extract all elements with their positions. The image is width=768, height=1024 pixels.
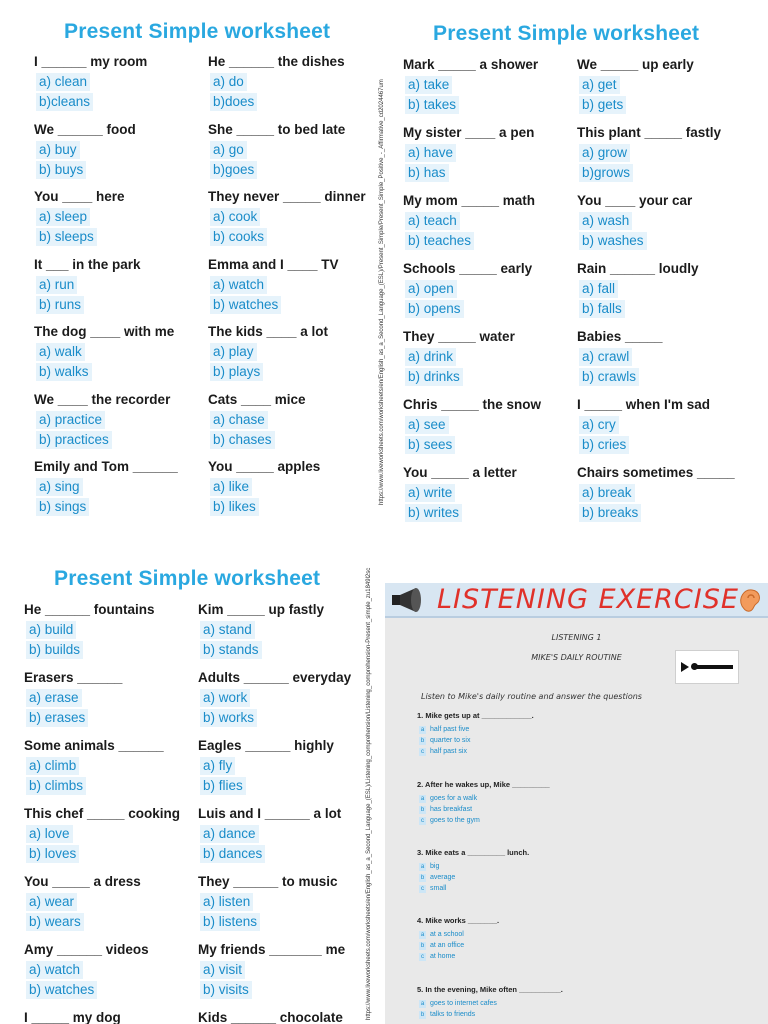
answer-option-a[interactable]: a) dance bbox=[200, 825, 259, 843]
audio-progress-knob[interactable] bbox=[691, 663, 698, 670]
answer-option-a[interactable]: a) teach bbox=[405, 212, 460, 230]
question-item bbox=[24, 669, 196, 728]
answer-option-a[interactable]: a) love bbox=[26, 825, 73, 843]
question-text: I _____ when I'm sad bbox=[577, 397, 711, 412]
question-item bbox=[208, 391, 376, 450]
answer-option-a[interactable]: a) go bbox=[210, 141, 247, 159]
option-text: big bbox=[430, 863, 440, 870]
question-text: The dog ____ with me bbox=[34, 324, 175, 339]
answer-option-a[interactable]: a) grow bbox=[579, 144, 630, 162]
answer-option-a[interactable]: a) take bbox=[405, 76, 452, 94]
question-text: She _____ to bed late bbox=[208, 121, 346, 137]
answer-option-b[interactable]: b) walks bbox=[36, 363, 92, 381]
question-item bbox=[208, 458, 376, 517]
answer-option-b[interactable]: b) gets bbox=[579, 96, 626, 114]
question-item bbox=[577, 464, 749, 523]
answer-option-a[interactable]: a) clean bbox=[36, 73, 90, 91]
question-text: Schools _____ early bbox=[403, 261, 533, 276]
answer-option-a[interactable]: a) stand bbox=[200, 621, 255, 639]
answer-option-b[interactable]: b) breaks bbox=[579, 504, 641, 522]
question-item bbox=[403, 464, 575, 523]
speaker-icon bbox=[390, 587, 426, 613]
option-letter: a bbox=[420, 796, 425, 802]
source-url-vertical: https://www.liveworksheets.com/worksheets/en/English_as_a_Second_Language_(ESL)/Present_Simple/Present_Simple_Positive_-_Affirmative_cd2024467um bbox=[379, 79, 385, 505]
question-item bbox=[403, 56, 575, 115]
question-item bbox=[577, 192, 749, 251]
answer-option-b[interactable]: b) runs bbox=[36, 296, 84, 314]
question-text: Kim _____ up fastly bbox=[198, 602, 325, 617]
answer-option-a[interactable]: a) cook bbox=[210, 208, 260, 226]
listening-question bbox=[417, 779, 747, 826]
question-item bbox=[24, 873, 196, 932]
question-text: Emma and I ____ TV bbox=[208, 256, 339, 272]
option-letter: b bbox=[420, 807, 425, 813]
listening-option-b[interactable] bbox=[417, 804, 747, 815]
answer-option-a[interactable]: a) sleep bbox=[36, 208, 90, 226]
question-text: I ______ my room bbox=[34, 54, 148, 69]
question-item bbox=[198, 941, 370, 1000]
worksheet-panel-2 bbox=[392, 0, 768, 525]
option-letter: c bbox=[421, 886, 424, 892]
listening-panel bbox=[385, 583, 768, 1024]
option-letter: c bbox=[421, 954, 424, 960]
answer-option-b[interactable]: b) stands bbox=[200, 641, 262, 659]
option-text: small bbox=[430, 885, 447, 892]
question-item bbox=[198, 873, 370, 932]
answer-option-a[interactable]: a) wear bbox=[26, 893, 77, 911]
answer-option-b[interactable]: b) wears bbox=[26, 913, 84, 931]
question-text: Eagles ______ highly bbox=[198, 738, 334, 753]
answer-option-a[interactable]: a) sing bbox=[36, 478, 83, 496]
listening-option-b[interactable] bbox=[417, 872, 747, 883]
worksheet-title: Present Simple worksheet bbox=[433, 22, 700, 45]
option-text: at home bbox=[430, 953, 456, 960]
answer-option-a[interactable]: a) climb bbox=[26, 757, 79, 775]
question-item bbox=[24, 1009, 196, 1024]
question-item bbox=[208, 256, 376, 315]
answer-option-b[interactable]: b) teaches bbox=[405, 232, 474, 250]
question-text: It ___ in the park bbox=[34, 256, 141, 272]
question-text: Luis and I ______ a lot bbox=[198, 806, 342, 821]
question-text: He ______ fountains bbox=[24, 602, 155, 617]
question-text: This plant _____ fastly bbox=[577, 125, 722, 140]
answer-option-b[interactable]: b)cleans bbox=[36, 93, 93, 111]
question-item bbox=[34, 391, 206, 450]
question-text: My friends _______ me bbox=[198, 942, 346, 957]
option-letter: a bbox=[420, 932, 425, 938]
answer-option-b[interactable]: b) buys bbox=[36, 161, 86, 179]
question-item bbox=[24, 737, 196, 796]
answer-option-b[interactable]: b) falls bbox=[579, 300, 625, 318]
question-item bbox=[34, 53, 206, 112]
option-letter: c bbox=[421, 818, 424, 824]
option-letter: a bbox=[420, 727, 425, 733]
question-text: I _____ my dog bbox=[24, 1010, 121, 1024]
listening-option-a[interactable] bbox=[417, 861, 747, 872]
answer-option-b[interactable]: b) builds bbox=[26, 641, 83, 659]
answer-option-a[interactable]: a) build bbox=[26, 621, 76, 639]
answer-option-a[interactable]: a) drink bbox=[405, 348, 456, 366]
question-item bbox=[403, 328, 575, 387]
question-text: Amy ______ videos bbox=[24, 942, 149, 957]
answer-option-b[interactable]: b) sleeps bbox=[36, 228, 97, 246]
listening-question bbox=[417, 847, 747, 894]
listening-question bbox=[417, 915, 747, 962]
question-item bbox=[24, 601, 196, 660]
question-text: You ____ here bbox=[34, 189, 125, 204]
listening-title: LISTENING EXERCISE bbox=[437, 584, 739, 615]
question-text: Some animals ______ bbox=[24, 738, 164, 753]
question-text: You ____ your car bbox=[577, 193, 693, 208]
question-text: My mom _____ math bbox=[403, 193, 536, 208]
answer-option-b[interactable]: b) cooks bbox=[210, 228, 267, 246]
question-item bbox=[403, 192, 575, 251]
listening-question bbox=[417, 710, 747, 757]
listening-question-text: 2. After he wakes up, Mike _________ bbox=[417, 780, 550, 789]
question-item bbox=[198, 805, 370, 864]
listening-subtitle: LISTENING 1 bbox=[551, 633, 602, 642]
question-text: Chris _____ the snow bbox=[403, 397, 542, 412]
option-text: goes for a walk bbox=[430, 795, 478, 802]
question-item bbox=[208, 121, 376, 180]
answer-option-a[interactable]: a) get bbox=[579, 76, 620, 94]
listening-instructions: Listen to Mike's daily routine and answer the questions bbox=[421, 692, 642, 701]
answer-option-b[interactable]: b) dances bbox=[200, 845, 265, 863]
listening-banner bbox=[385, 583, 768, 618]
question-item bbox=[34, 121, 206, 180]
answer-option-b[interactable]: b) climbs bbox=[26, 777, 86, 795]
option-letter: a bbox=[420, 1001, 425, 1007]
answer-option-b[interactable]: b) listens bbox=[200, 913, 260, 931]
listening-heading: MIKE'S DAILY ROUTINE bbox=[531, 653, 622, 662]
answer-option-a[interactable]: a) cry bbox=[579, 416, 619, 434]
answer-option-b[interactable]: b) crawls bbox=[579, 368, 639, 386]
answer-option-a[interactable]: a) work bbox=[200, 689, 250, 707]
answer-option-b[interactable]: b)grows bbox=[579, 164, 633, 182]
answer-option-b[interactable]: b) watches bbox=[210, 296, 281, 314]
question-text: They _____ water bbox=[403, 329, 515, 344]
question-text: My sister ____ a pen bbox=[403, 125, 535, 140]
question-text: Mark _____ a shower bbox=[403, 57, 539, 72]
option-text: at an office bbox=[430, 942, 465, 949]
answer-option-a[interactable]: a) watch bbox=[26, 961, 83, 979]
option-letter: c bbox=[421, 749, 424, 755]
question-item bbox=[34, 458, 206, 517]
answer-option-b[interactable]: b) opens bbox=[405, 300, 464, 318]
answer-option-b[interactable]: b) practices bbox=[36, 431, 112, 449]
question-text: They never _____ dinner bbox=[208, 189, 366, 204]
question-item bbox=[577, 396, 749, 455]
answer-option-b[interactable]: b) writes bbox=[405, 504, 462, 522]
listening-question-text: 3. Mike eats a _________ lunch. bbox=[417, 848, 530, 857]
answer-option-b[interactable]: b)does bbox=[210, 93, 257, 111]
question-text: We _____ up early bbox=[577, 57, 694, 72]
listening-question-text: 4. Mike works _______. bbox=[417, 916, 500, 925]
answer-option-b[interactable]: b) erases bbox=[26, 709, 88, 727]
answer-option-a[interactable]: a) buy bbox=[36, 141, 80, 159]
option-text: goes to internet cafes bbox=[430, 1000, 497, 1007]
answer-option-b[interactable]: b)goes bbox=[210, 161, 257, 179]
question-text: Kids ______ chocolate bbox=[198, 1010, 343, 1024]
question-item bbox=[34, 188, 206, 247]
answer-option-a[interactable]: a) have bbox=[405, 144, 456, 162]
answer-option-a[interactable]: a) open bbox=[405, 280, 457, 298]
option-letter: b bbox=[420, 738, 425, 744]
answer-option-a[interactable]: a) like bbox=[210, 478, 252, 496]
listening-option-a[interactable] bbox=[417, 998, 747, 1009]
play-icon[interactable] bbox=[680, 662, 690, 672]
answer-option-b[interactable]: b) washes bbox=[579, 232, 647, 250]
answer-option-a[interactable]: a) see bbox=[405, 416, 449, 434]
listening-option-a[interactable] bbox=[417, 724, 747, 735]
answer-option-b[interactable]: b) loves bbox=[26, 845, 79, 863]
listening-question bbox=[417, 984, 747, 1020]
answer-option-a[interactable]: a) write bbox=[405, 484, 455, 502]
question-item bbox=[577, 124, 749, 183]
answer-option-b[interactable]: b) cries bbox=[579, 436, 629, 454]
answer-option-b[interactable]: b) sees bbox=[405, 436, 455, 454]
question-text: Emily and Tom ______ bbox=[34, 459, 178, 474]
option-letter: b bbox=[420, 875, 425, 881]
answer-option-b[interactable]: b) sings bbox=[36, 498, 89, 516]
listening-option-c[interactable] bbox=[417, 951, 747, 962]
answer-option-a[interactable]: a) crawl bbox=[579, 348, 632, 366]
listening-question-text: 5. In the evening, Mike often __________. bbox=[417, 985, 563, 994]
audio-player[interactable] bbox=[675, 650, 739, 684]
worksheet-panel-1 bbox=[0, 0, 376, 525]
question-text: He ______ the dishes bbox=[208, 54, 345, 69]
listening-option-a[interactable] bbox=[417, 793, 747, 804]
listening-option-c[interactable] bbox=[417, 883, 747, 894]
answer-option-a[interactable]: a) chase bbox=[210, 411, 268, 429]
option-text: goes to the gym bbox=[430, 817, 480, 824]
question-item bbox=[403, 260, 575, 319]
answer-option-b[interactable]: b) plays bbox=[210, 363, 263, 381]
question-text: Chairs sometimes _____ bbox=[577, 465, 735, 480]
question-item bbox=[34, 323, 206, 382]
answer-option-b[interactable]: b) watches bbox=[26, 981, 97, 999]
answer-option-b[interactable]: b) visits bbox=[200, 981, 252, 999]
worksheet-title: Present Simple worksheet bbox=[54, 567, 321, 590]
question-item bbox=[208, 323, 376, 382]
worksheet-panel-3 bbox=[0, 555, 376, 1024]
answer-option-b[interactable]: b) takes bbox=[405, 96, 459, 114]
question-item bbox=[198, 669, 370, 728]
question-text: Rain ______ loudly bbox=[577, 261, 699, 276]
option-text: quarter to six bbox=[430, 737, 471, 744]
option-text: half past five bbox=[430, 726, 470, 733]
question-text: You _____ a letter bbox=[403, 465, 517, 480]
answer-option-a[interactable]: a) fall bbox=[579, 280, 618, 298]
option-text: at a school bbox=[430, 931, 464, 938]
source-url-vertical: https://www.liveworksheets.com/worksheets/en/English_as_a_Second_Language_(ESL)/Listening_comprehension/Listening_comprehension-Present_simple_zu1849l2sc bbox=[366, 567, 372, 1020]
answer-option-b[interactable]: b) chases bbox=[210, 431, 275, 449]
listening-question-text: 1. Mike gets up at ____________. bbox=[417, 711, 534, 720]
answer-option-a[interactable]: a) run bbox=[36, 276, 77, 294]
listening-option-a[interactable] bbox=[417, 929, 747, 940]
question-item bbox=[24, 941, 196, 1000]
answer-option-a[interactable]: a) walk bbox=[36, 343, 85, 361]
question-item bbox=[577, 260, 749, 319]
listening-option-c[interactable] bbox=[417, 746, 747, 757]
answer-option-b[interactable]: b) drinks bbox=[405, 368, 463, 386]
answer-option-b[interactable]: b) has bbox=[405, 164, 449, 182]
answer-option-a[interactable]: a) do bbox=[210, 73, 247, 91]
option-letter: a bbox=[420, 864, 425, 870]
question-item bbox=[577, 328, 749, 387]
option-text: has breakfast bbox=[430, 806, 473, 813]
option-text: talks to friends bbox=[430, 1011, 476, 1018]
ear-icon bbox=[736, 586, 764, 614]
listening-option-c[interactable] bbox=[417, 815, 747, 826]
answer-option-b[interactable]: b) flies bbox=[200, 777, 246, 795]
question-text: Babies _____ bbox=[577, 329, 663, 344]
question-item bbox=[403, 124, 575, 183]
question-text: Erasers ______ bbox=[24, 670, 123, 685]
answer-option-a[interactable]: a) visit bbox=[200, 961, 245, 979]
listening-option-b[interactable] bbox=[417, 940, 747, 951]
question-item bbox=[34, 256, 206, 315]
question-item bbox=[208, 53, 376, 112]
answer-option-a[interactable]: a) break bbox=[579, 484, 635, 502]
question-item bbox=[403, 396, 575, 455]
question-text: We ______ food bbox=[34, 121, 136, 137]
answer-option-b[interactable]: b) likes bbox=[210, 498, 259, 516]
question-item bbox=[24, 805, 196, 864]
question-text: You _____ a dress bbox=[24, 874, 141, 889]
answer-option-a[interactable]: a) wash bbox=[579, 212, 632, 230]
audio-progress-bar[interactable] bbox=[693, 665, 733, 669]
answer-option-b[interactable]: b) works bbox=[200, 709, 257, 727]
option-text: half past six bbox=[430, 748, 467, 755]
answer-option-a[interactable]: a) watch bbox=[210, 276, 267, 294]
question-text: Cats ____ mice bbox=[208, 391, 306, 407]
listening-option-b[interactable] bbox=[417, 1009, 747, 1020]
question-item bbox=[577, 56, 749, 115]
question-text: This chef _____ cooking bbox=[24, 806, 181, 821]
question-text: Adults ______ everyday bbox=[198, 670, 352, 685]
question-item bbox=[198, 601, 370, 660]
question-item bbox=[198, 1009, 370, 1024]
question-item bbox=[198, 737, 370, 796]
question-text: The kids ____ a lot bbox=[208, 324, 329, 339]
option-letter: b bbox=[420, 1012, 425, 1018]
answer-option-a[interactable]: a) listen bbox=[200, 893, 253, 911]
question-text: You _____ apples bbox=[208, 459, 321, 474]
answer-option-a[interactable]: a) fly bbox=[200, 757, 235, 775]
answer-option-a[interactable]: a) play bbox=[210, 343, 257, 361]
listening-option-b[interactable] bbox=[417, 735, 747, 746]
question-item bbox=[208, 188, 376, 247]
worksheet-title: Present Simple worksheet bbox=[64, 20, 331, 43]
answer-option-a[interactable]: a) erase bbox=[26, 689, 82, 707]
option-text: average bbox=[430, 874, 456, 881]
question-text: They ______ to music bbox=[198, 874, 338, 889]
option-letter: b bbox=[420, 943, 425, 949]
question-text: We ____ the recorder bbox=[34, 391, 171, 407]
answer-option-a[interactable]: a) practice bbox=[36, 411, 105, 429]
